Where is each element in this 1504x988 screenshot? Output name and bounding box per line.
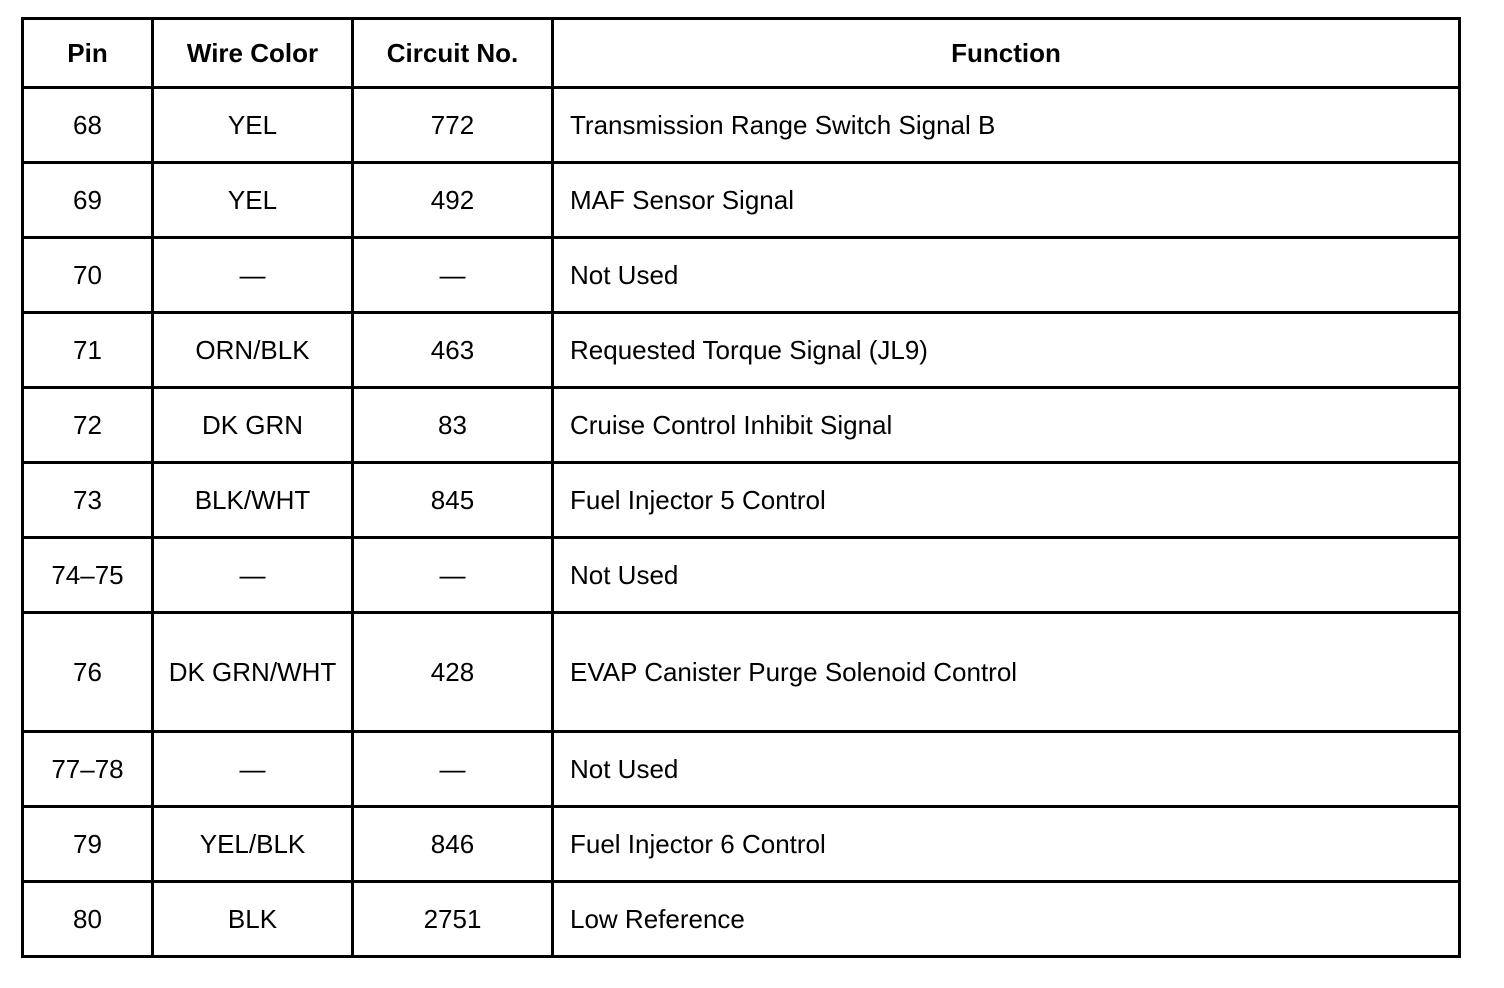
function-cell: Requested Torque Signal (JL9)	[553, 313, 1460, 388]
pin-cell: 74–75	[23, 538, 153, 613]
function-cell: Not Used	[553, 732, 1460, 807]
function-cell: MAF Sensor Signal	[553, 163, 1460, 238]
pin-cell: 73	[23, 463, 153, 538]
pin-cell: 79	[23, 807, 153, 882]
table-row	[23, 313, 1460, 388]
table-row	[23, 807, 1460, 882]
function-cell: Low Reference	[553, 882, 1460, 957]
function-cell: Not Used	[553, 238, 1460, 313]
table-row	[23, 732, 1460, 807]
circuit-cell: 772	[353, 88, 553, 163]
function-cell: Fuel Injector 5 Control	[553, 463, 1460, 538]
wire-color-cell: BLK	[153, 882, 353, 957]
circuit-cell: —	[353, 732, 553, 807]
table-row	[23, 238, 1460, 313]
wire-color-cell: —	[153, 732, 353, 807]
pinout-table	[21, 17, 1461, 958]
table-row	[23, 538, 1460, 613]
wire-color-cell: DK GRN/WHT	[153, 613, 353, 732]
pin-cell: 68	[23, 88, 153, 163]
pin-cell: 70	[23, 238, 153, 313]
header-circuit-no: Circuit No.	[353, 19, 553, 88]
circuit-cell: 492	[353, 163, 553, 238]
pin-cell: 80	[23, 882, 153, 957]
table-row	[23, 613, 1460, 732]
wire-color-cell: YEL	[153, 88, 353, 163]
function-cell: Not Used	[553, 538, 1460, 613]
circuit-cell: —	[353, 238, 553, 313]
circuit-cell: 845	[353, 463, 553, 538]
header-function: Function	[553, 19, 1460, 88]
wire-color-cell: YEL	[153, 163, 353, 238]
circuit-cell: 2751	[353, 882, 553, 957]
wire-color-cell: DK GRN	[153, 388, 353, 463]
table-row	[23, 882, 1460, 957]
wire-color-cell: BLK/WHT	[153, 463, 353, 538]
circuit-cell: 83	[353, 388, 553, 463]
table-row	[23, 388, 1460, 463]
function-cell: Cruise Control Inhibit Signal	[553, 388, 1460, 463]
function-cell: Fuel Injector 6 Control	[553, 807, 1460, 882]
header-pin: Pin	[23, 19, 153, 88]
pin-cell: 77–78	[23, 732, 153, 807]
wire-color-cell: —	[153, 538, 353, 613]
header-row	[23, 19, 1460, 88]
circuit-cell: 846	[353, 807, 553, 882]
wire-color-cell: ORN/BLK	[153, 313, 353, 388]
circuit-cell: 463	[353, 313, 553, 388]
function-cell: EVAP Canister Purge Solenoid Control	[553, 613, 1460, 732]
circuit-cell: 428	[353, 613, 553, 732]
circuit-cell: —	[353, 538, 553, 613]
table-row	[23, 88, 1460, 163]
pin-cell: 69	[23, 163, 153, 238]
pin-cell: 76	[23, 613, 153, 732]
wire-color-cell: —	[153, 238, 353, 313]
wire-color-cell: YEL/BLK	[153, 807, 353, 882]
function-cell: Transmission Range Switch Signal B	[553, 88, 1460, 163]
header-wire-color: Wire Color	[153, 19, 353, 88]
pin-cell: 72	[23, 388, 153, 463]
table-row	[23, 163, 1460, 238]
pin-cell: 71	[23, 313, 153, 388]
table-row	[23, 463, 1460, 538]
